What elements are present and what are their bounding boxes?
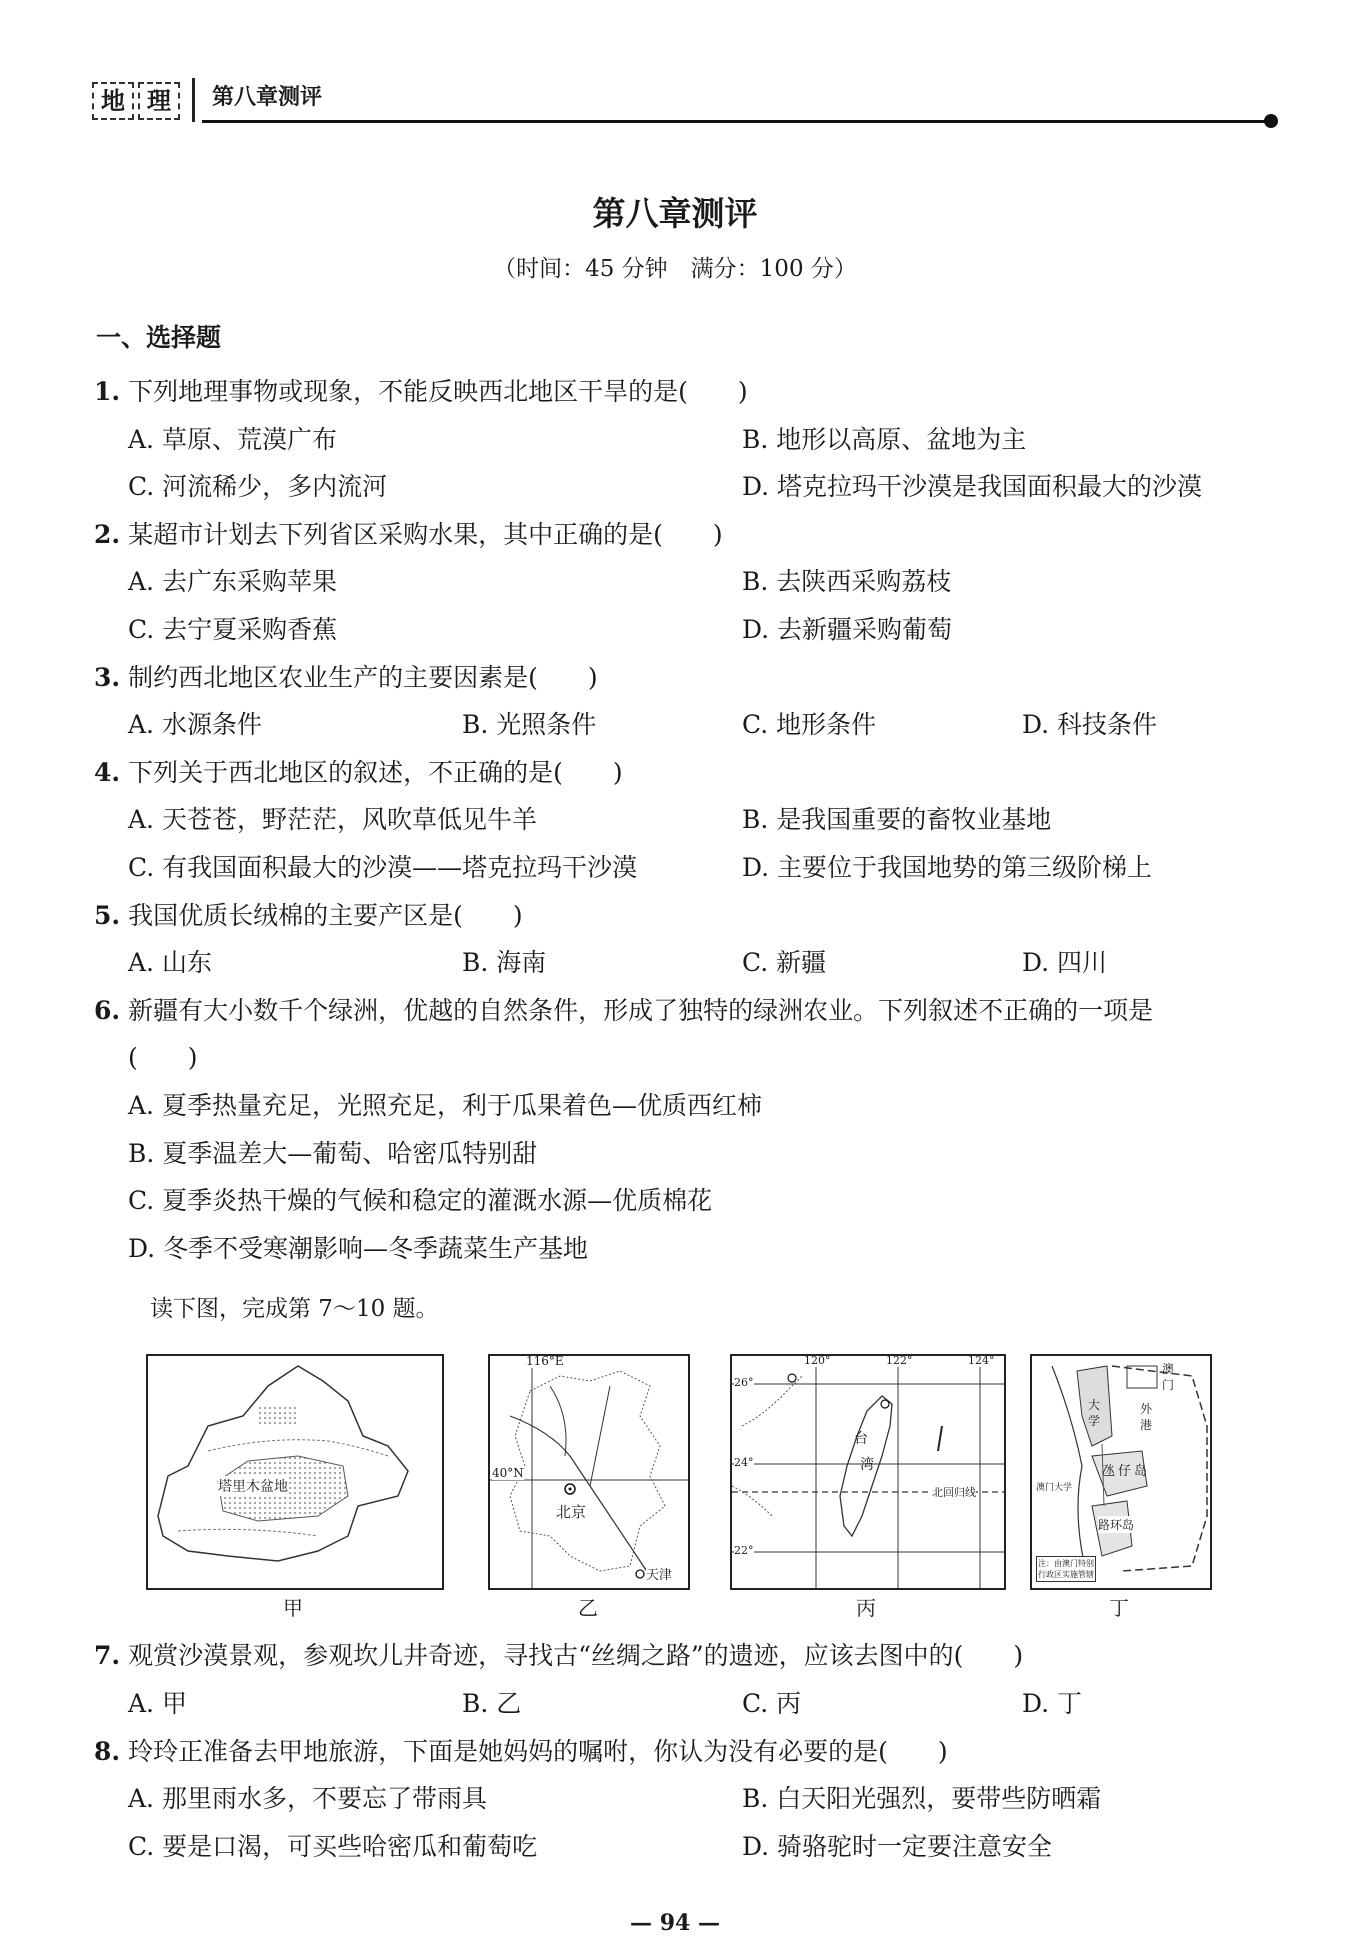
map-bing-lat-22: 22° [734,1544,754,1557]
option-2b: B. 去陕西采购荔枝 [742,567,952,596]
page-subtitle: （时间：45 分钟 满分：100 分） [493,256,857,282]
map-jia [146,1354,444,1590]
question-text: 下列地理事物或现象，不能反映西北地区干旱的是( ) [128,377,748,406]
question-number: 1. [94,377,121,406]
question-7 [94,1636,1023,1672]
map-yi [488,1354,690,1590]
option-2c: C. 去宁夏采购香蕉 [128,615,338,644]
map-ding-label: 丁 [1109,1596,1129,1620]
option-6a: A. 夏季热量充足，光照充足，利于瓜果着色—优质西红柿 [128,1091,762,1120]
map-ding-dang: 氹 [1102,1464,1116,1479]
option-5d: D. 四川 [1022,948,1108,977]
option-6b: B. 夏季温差大—葡萄、哈密瓜特别甜 [128,1139,538,1168]
question-8 [94,1732,948,1768]
header-rule-dot [1264,114,1278,128]
map-bing-tai: 台 [854,1431,868,1447]
option-5a: A. 山东 [128,948,212,977]
map-ding-dao: 岛 [1134,1464,1148,1479]
question-text: 观赏沙漠景观，参观坎儿井奇迹，寻找古“丝绸之路”的遗迹，应该去图中的( ) [128,1641,1024,1670]
option-8b: B. 白天阳光强烈，要带些防晒霜 [742,1784,1102,1813]
question-3 [94,658,598,694]
map-ding-da: 大 [1088,1398,1101,1412]
map-bing-lon-124: 124° [968,1354,995,1367]
map-ding-note-line2: 行政区实施管辖 [1038,1570,1094,1579]
option-4c: C. 有我国面积最大的沙漠——塔克拉玛干沙漠 [128,853,638,882]
option-6d: D. 冬季不受寒潮影响—冬季蔬菜生产基地 [128,1234,589,1263]
map-bing-lon-122: 122° [886,1354,913,1367]
option-2a: A. 去广东采购苹果 [128,567,337,596]
map-yi-lon: 116°E [526,1354,564,1368]
map-ding-men: 门 [1162,1378,1175,1392]
subject-char-1: 地 [92,82,134,120]
question-text: 玲玲正准备去甲地旅游，下面是她妈妈的嘱咐，你认为没有必要的是( ) [128,1737,948,1766]
map-ding [1030,1354,1212,1590]
question-number: 7. [94,1641,121,1670]
option-2d: D. 去新疆采购葡萄 [742,615,953,644]
map-ding-gang: 港 [1140,1418,1153,1432]
header-rule [202,120,1270,123]
map-ding-ao: 澳 [1162,1362,1175,1376]
option-5b: B. 海南 [462,948,547,977]
map-yi-label: 乙 [578,1596,598,1620]
map-bing-lon-120: 120° [804,1354,831,1367]
map-jia-label: 甲 [283,1596,303,1620]
option-8a: A. 那里雨水多，不要忘了带雨具 [128,1784,487,1813]
map-yi-beijing: 北京 [556,1503,587,1521]
question-6-bracket: ( ) [128,1043,198,1072]
map-ding-zai: 仔 [1118,1464,1132,1479]
option-6c: C. 夏季炎热干燥的气候和稳定的灌溉水源—优质棉花 [128,1186,713,1215]
header-title: 第八章测评 [212,84,323,110]
option-4b: B. 是我国重要的畜牧业基地 [742,805,1052,834]
map-jia-basin-label: 塔里木盆地 [218,1476,288,1496]
question-4 [94,753,623,789]
option-7c: C. 丙 [742,1689,802,1718]
question-6 [94,991,1153,1027]
map-ding-xue: 学 [1088,1414,1101,1428]
question-number: 3. [94,663,121,692]
map-ding-wai: 外 [1140,1402,1153,1416]
option-1b: B. 地形以高原、盆地为主 [742,425,1027,454]
map-yi-lat: 40°N [492,1466,524,1480]
map-bing-label: 丙 [856,1596,876,1620]
map-intro: 读下图，完成第 7～10 题。 [150,1296,439,1322]
question-number: 5. [94,901,121,930]
option-1c: C. 河流稀少，多内流河 [128,472,388,501]
option-4a: A. 天苍苍，野茫茫，风吹草低见牛羊 [128,805,537,834]
map-ding-univ: 澳门大学 [1036,1480,1072,1493]
section-heading: 一、选择题 [96,323,222,352]
question-number: 6. [94,996,121,1025]
page-header [88,76,1276,124]
map-bing-lat-26: 26° [734,1376,754,1389]
question-number: 4. [94,758,121,787]
question-2 [94,515,723,551]
page-title: 第八章测评 [592,194,758,233]
question-text: 新疆有大小数千个绿洲，优越的自然条件，形成了独特的绿洲农业。下列叙述不正确的一项是 [128,996,1154,1025]
question-number: 2. [94,520,121,549]
question-text: 制约西北地区农业生产的主要因素是( ) [128,663,598,692]
option-7a: A. 甲 [128,1689,187,1718]
option-3d: D. 科技条件 [1022,710,1158,739]
option-4d: D. 主要位于我国地势的第三级阶梯上 [742,853,1153,882]
option-8d: D. 骑骆驼时一定要注意安全 [742,1832,1053,1861]
question-text: 我国优质长绒棉的主要产区是( ) [128,901,523,930]
map-ding-note [1036,1556,1096,1582]
question-1 [94,372,748,408]
option-8c: C. 要是口渴，可买些哈密瓜和葡萄吃 [128,1832,538,1861]
map-bing-lat-24: 24° [734,1456,754,1469]
header-separator [192,78,195,122]
option-5c: C. 新疆 [742,948,827,977]
map-ding-note-line1: 注：由澳门特别 [1038,1559,1094,1568]
option-7b: B. 乙 [462,1689,522,1718]
map-yi-tianjin: 天津 [646,1564,672,1583]
option-1a: A. 草原、荒漠广布 [128,425,337,454]
map-bing-wan: 湾 [860,1457,874,1473]
option-7d: D. 丁 [1022,1689,1083,1718]
question-number: 8. [94,1737,121,1766]
question-text: 下列关于西北地区的叙述，不正确的是( ) [128,758,623,787]
option-3b: B. 光照条件 [462,710,597,739]
subject-char-2: 理 [138,82,180,120]
option-1d: D. 塔克拉玛干沙漠是我国面积最大的沙漠 [742,472,1203,501]
option-3c: C. 地形条件 [742,710,877,739]
map-bing-tropic: 北回归线 [932,1486,976,1499]
map-bing [730,1354,1006,1590]
option-3a: A. 水源条件 [128,710,262,739]
question-text: 某超市计划去下列省区采购水果，其中正确的是( ) [128,520,723,549]
page-number: — 94 — [630,1910,720,1936]
question-5 [94,896,523,932]
map-ding-luhuan: 路环岛 [1098,1518,1135,1532]
